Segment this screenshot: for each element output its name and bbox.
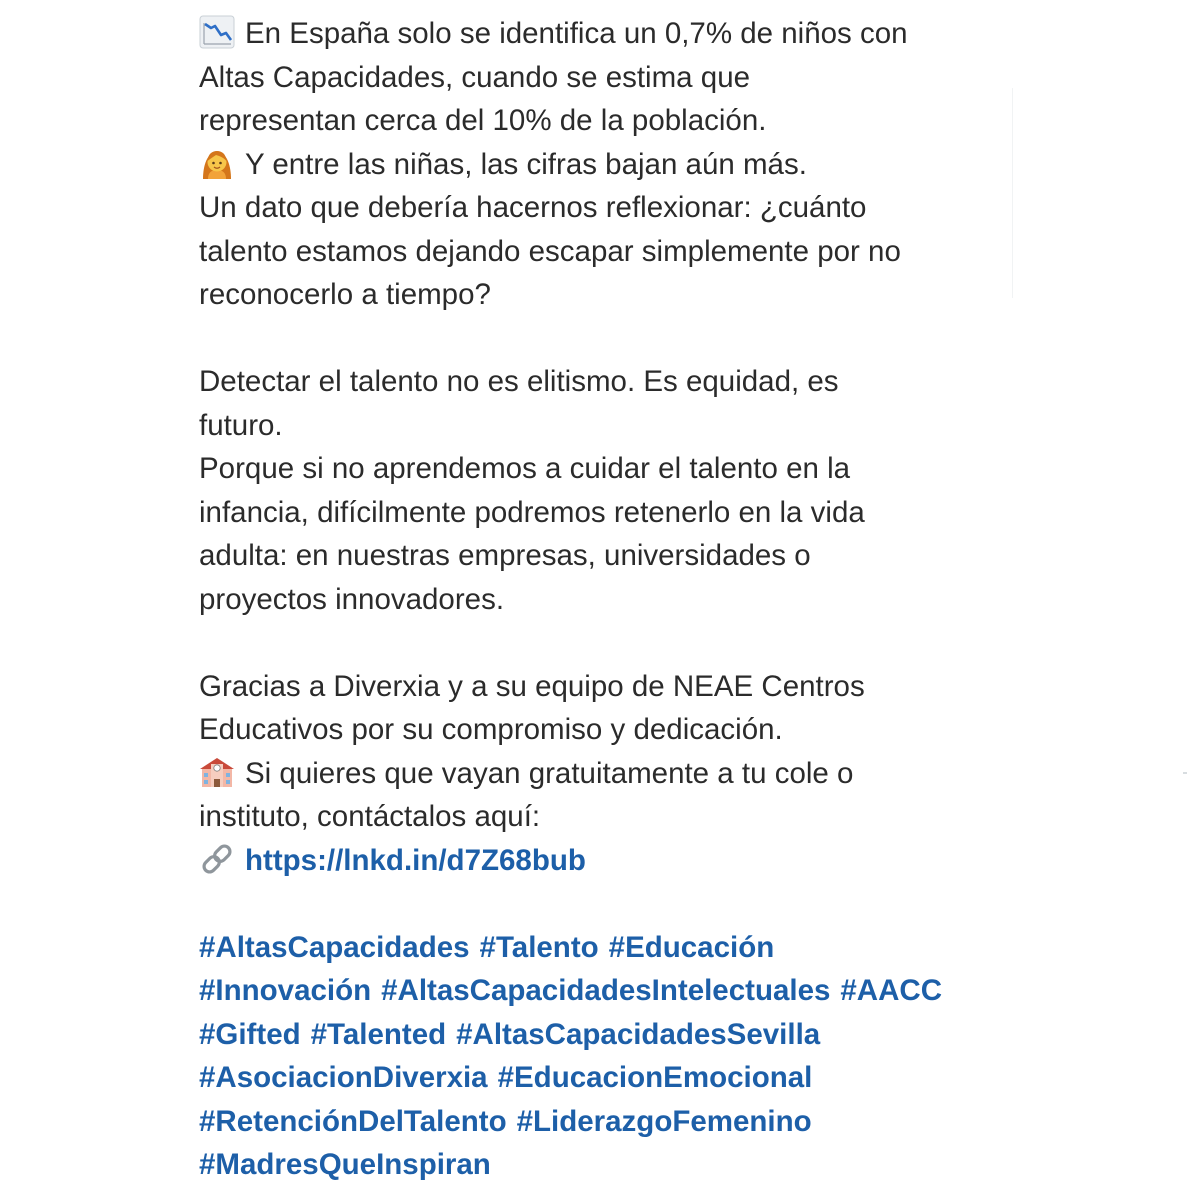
lnkd-link[interactable]: https://lnkd.in/d7Z68bub <box>245 843 586 877</box>
paragraph-1-line-2: Altas Capacidades, cuando se estima que <box>199 60 751 94</box>
scroll-track <box>1012 88 1013 298</box>
paragraph-2-line-5: adulta: en nuestras empresas, universidades o <box>199 539 811 572</box>
hashtag-link[interactable]: #RetenciónDelTalento <box>199 1104 507 1138</box>
paragraph-2-line-3: Porque si no aprendemos a cuidar el talento en la <box>199 452 851 485</box>
girls-line-text: Y entre las niñas, las cifras bajan aún más. <box>245 147 807 181</box>
hashtag-link[interactable]: #AsociacionDiverxia <box>199 1061 488 1094</box>
hashtag-link[interactable]: #AltasCapacidades <box>199 930 470 964</box>
paragraph-1-line-3: representan cerca del 10% de la población. <box>199 104 767 137</box>
paragraph-1-line-1 <box>199 12 1179 56</box>
paragraph-3-text-3: Si quieres que vayan gratuitamente a tu cole o <box>245 756 854 790</box>
hashtag-link[interactable]: #Talento <box>479 930 599 964</box>
paragraph-3-line-4: instituto, contáctalos aquí: <box>199 800 541 833</box>
paragraph-3-line-2: Educativos por su compromiso y dedicación. <box>199 713 783 746</box>
hashtag-link[interactable]: #AACC <box>840 974 943 1007</box>
chart-decreasing-icon <box>199 15 235 49</box>
link-line <box>199 839 1179 883</box>
hashtag-link[interactable]: #Gifted <box>199 1017 301 1051</box>
hashtag-row <box>199 1013 1179 1057</box>
hashtag-link[interactable]: #Innovación <box>199 974 372 1007</box>
link-icon <box>199 842 235 876</box>
school-building-icon <box>199 755 235 789</box>
girls-line <box>199 143 1179 187</box>
hashtag-link[interactable]: #LiderazgoFemenino <box>516 1104 812 1138</box>
girl-emoji-icon <box>199 146 235 180</box>
paragraph-1-text-1: En España solo se identifica un 0,7% de niños con <box>245 17 908 50</box>
paragraph-2-line-6: proyectos innovadores. <box>199 582 505 616</box>
paragraph-2-line-1: Detectar el talento no es elitismo. Es equidad, es <box>199 365 839 398</box>
hashtag-link[interactable]: #AltasCapacidadesSevilla <box>456 1017 821 1051</box>
paragraph-2-line-4: infancia, difícilmente podremos retenerlo en la vida <box>199 495 865 529</box>
paragraph-2-line-2: futuro. <box>199 408 283 442</box>
hashtag-row <box>199 926 1179 970</box>
paragraph-3-line-1: Gracias a Diverxia y a su equipo de NEAE Centros <box>199 669 865 703</box>
spacer <box>199 317 1179 361</box>
paragraph-3-line-3 <box>199 752 1179 796</box>
edge-mark <box>1183 772 1187 774</box>
spacer <box>199 882 1179 926</box>
hashtag-link[interactable]: #EducacionEmocional <box>497 1061 813 1094</box>
hashtag-link[interactable]: #MadresQueInspiran <box>199 1148 491 1181</box>
spacer <box>199 621 1179 665</box>
hashtag-link[interactable]: #Educación <box>608 930 775 964</box>
hashtag-row <box>199 1100 1179 1144</box>
hashtag-row <box>199 1056 1179 1100</box>
hashtag-link[interactable]: #AltasCapacidadesIntelectuales <box>381 974 831 1007</box>
reflection-line-2: talento estamos dejando escapar simplemente por no <box>199 234 901 268</box>
reflection-line-1: Un dato que debería hacernos reflexionar: ¿cuánto <box>199 191 867 224</box>
hashtag-link[interactable]: #Talented <box>310 1017 447 1051</box>
reflection-line-3: reconocerlo a tiempo? <box>199 278 491 311</box>
post-body <box>199 12 1179 1187</box>
hashtag-row <box>199 1143 1179 1187</box>
hashtag-row <box>199 969 1179 1013</box>
hashtag-block <box>199 926 1179 1187</box>
